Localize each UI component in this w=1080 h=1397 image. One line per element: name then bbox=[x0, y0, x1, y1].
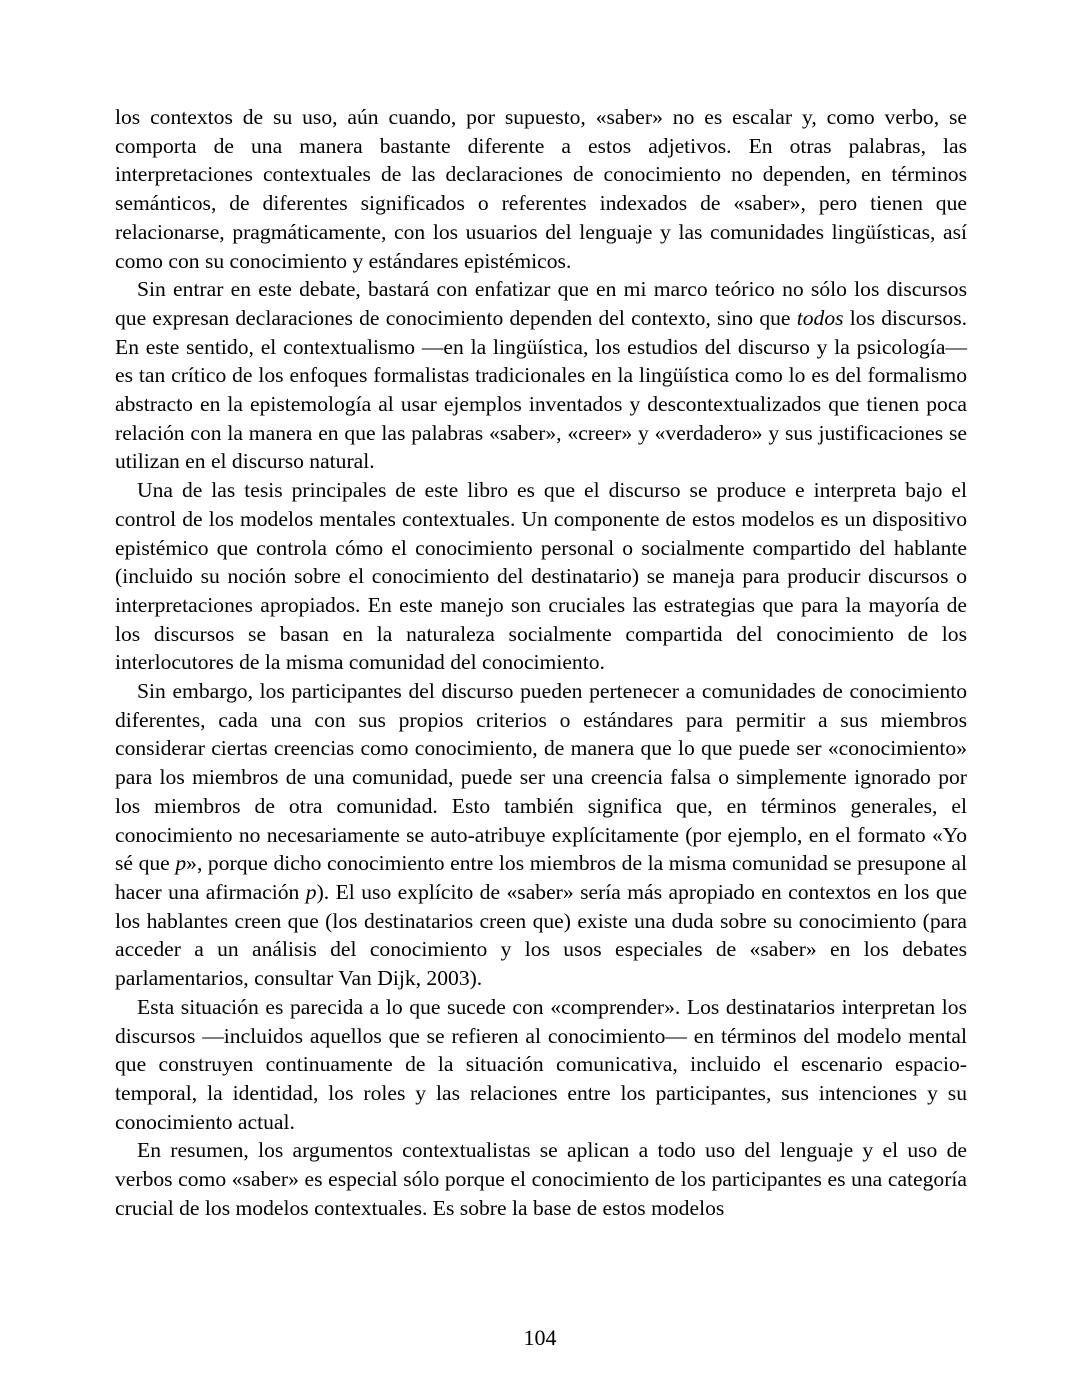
body-text bbox=[115, 103, 967, 1222]
paragraph-4 bbox=[115, 677, 967, 993]
paragraph-4-run-5: ). El uso explícito de «saber» sería más apropiado en contextos en los que los hablantes creen que (los destinatarios creen que) existe una duda sobre su conocimiento (para acceder a un análisis del conocimiento y los usos especiales de «saber» en los debates parlamentarios, consultar Van Dijk, 2003). bbox=[115, 879, 967, 991]
paragraph-1 bbox=[115, 103, 967, 275]
paragraph-4-run-2-italic: p bbox=[175, 851, 187, 876]
paragraph-4-run-4-italic: p bbox=[305, 879, 317, 904]
paragraph-6 bbox=[115, 1136, 967, 1222]
paragraph-4-run-3: », porque dicho conocimiento entre los miembros de la misma comunidad se presupone al hacer una afirmación bbox=[115, 851, 967, 904]
paragraph-2-run-3: los discursos. En este sentido, el contextualismo —en la lingüística, los estudios del discurso y la psicología— es tan crítico de los enfoques formalistas tradicionales en la lingüística como lo es del formalismo abstracto en la epistemología al usar ejemplos inventados y descontextualizados que tienen poca relación con la manera en que las palabras «saber», «creer» y «verdadero» y sus justificaciones se utilizan en el discurso natural. bbox=[115, 305, 967, 474]
paragraph-3 bbox=[115, 476, 967, 677]
paragraph-2-run-1: Sin entrar en este debate, bastará con enfatizar que en mi marco teórico no sólo los discursos que expresan declaraciones de conocimiento dependen del contexto, sino que bbox=[115, 277, 967, 330]
paragraph-4-run-1: Sin embargo, los participantes del discurso pueden pertenecer a comunidades de conocimiento diferentes, cada una con sus propios criterios o estándares para permitir a sus miembros considerar ciertas creencias como conocimiento, de manera que lo que puede ser «conocimiento» para los miembros de una comunidad, puede ser una creencia falsa o simplemente ignorado por los miembros de otra comunidad. Esto también significa que, en términos generales, el conocimiento no necesariamente se auto-atribuye explícitamente (por ejemplo, en el formato «Yo sé que bbox=[115, 679, 967, 876]
paragraph-1-run-1: los contextos de su uso, aún cuando, por supuesto, «saber» no es escalar y, como verbo, se comporta de una manera bastante diferente a estos adjetivos. En otras palabras, las interpretaciones contextuales de las declaraciones de conocimiento no dependen, en términos semánticos, de diferentes significados o referentes indexados de «saber», pero tienen que relacionarse, pragmáticamente, con los usuarios del lenguaje y las comunidades lingüísticas, así como con su conocimiento y estándares epistémicos. bbox=[115, 105, 967, 273]
paragraph-2 bbox=[115, 275, 967, 476]
paragraph-6-run-1: En resumen, los argumentos contextualistas se aplican a todo uso del lenguaje y el uso de verbos como «saber» es especial sólo porque el conocimiento de los participantes es una categoría crucial de los modelos contextuales. Es sobre la base de estos modelos bbox=[115, 1138, 967, 1220]
paragraph-2-run-2-italic: todos bbox=[796, 305, 844, 330]
paragraph-3-run-1: Una de las tesis principales de este libro es que el discurso se produce e interpreta bajo el control de los modelos mentales contextuales. Un componente de estos modelos es un dispositivo epistémico que controla cómo el conocimiento personal o socialmente compartido del hablante (incluido su noción sobre el conocimiento del destinatario) se maneja para producir discursos o interpretaciones apropiados. En este manejo son cruciales las estrategias que para la mayoría de los discursos se basan en la naturaleza socialmente compartida del conocimiento de los interlocutores de la misma comunidad del conocimiento. bbox=[115, 478, 967, 675]
paragraph-5 bbox=[115, 993, 967, 1137]
paragraph-5-run-1: Esta situación es parecida a lo que sucede con «comprender». Los destinatarios interpretan los discursos —incluidos aquellos que se refieren al conocimiento— en términos del modelo mental que construyen continuamente de la situación comunicativa, incluido el escenario espacio-temporal, la identidad, los roles y las relaciones entre los participantes, sus intenciones y su conocimiento actual. bbox=[115, 994, 967, 1134]
page-number: 104 bbox=[523, 1325, 557, 1351]
